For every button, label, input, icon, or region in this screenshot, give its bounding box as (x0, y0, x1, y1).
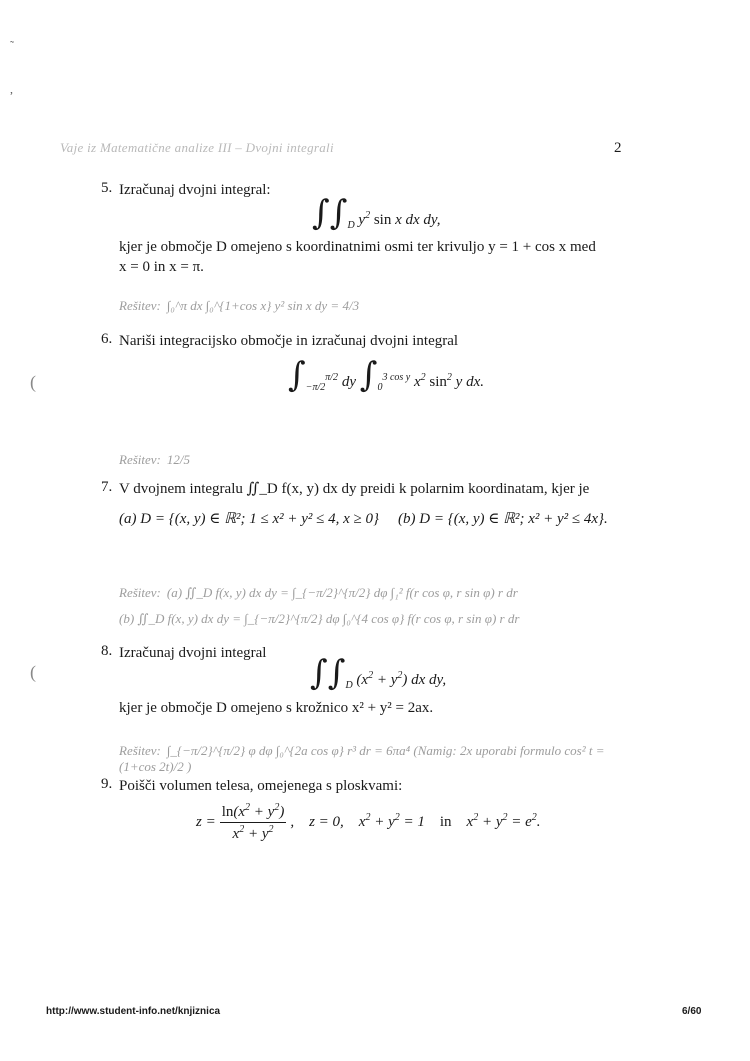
problem-number: 5. (101, 180, 113, 196)
footer-url: http://www.student-info.net/knjiznica (46, 1006, 221, 1017)
problem-formula: $\int\int_D$ $(x^2 + y^2)$ dx dy, (310, 653, 447, 693)
solution (119, 298, 359, 314)
problem-prompt: Izračunaj dvojni integral (119, 645, 267, 661)
solution-text: ∫_{−π/2}^{π/2} φ dφ ∫₀^{2a cos φ} r³ dr = 6πa⁴ (Namig: 2x uporabi formulo cos² t = (1+cos 2t)/2 ) (119, 743, 605, 774)
problem-text-line: x = 0 in x = π. (119, 259, 204, 275)
problem-prompt: Izračunaj dvojni integral: (119, 182, 271, 198)
part-a-domain: (a) D = {(x, y) ∈ ℝ²; 1 ≤ x² + y² ≤ 4, x ≥ 0} (119, 511, 380, 527)
problem-formula: $\int_{-\pi/2}^{\pi/2}$ dy $\int_0^{3 cos y}$ $x^2$ $\sin^2 y$ dx. (288, 355, 484, 395)
margin-speck: , (10, 82, 13, 96)
solution-label: Rešitev: (119, 743, 161, 758)
solution-label: Rešitev: (119, 298, 161, 313)
problem-prompt: Poišči volumen telesa, omejenega s ploskvami: (119, 778, 403, 794)
problem-number: 9. (101, 776, 113, 792)
margin-bracket: ( (30, 372, 36, 392)
part-b-domain: (b) D = {(x, y) ∈ ℝ²; x² + y² ≤ 4x}. (398, 511, 608, 527)
solution-label: Rešitev: (119, 452, 161, 467)
solution-text: ∫₀^π dx ∫₀^{1+cos x} y² sin x dy = 4/3 (166, 298, 360, 313)
problem-formula: z = $\frac{\ln(x^2 + y^2)}{x^2 + y^2}$ , z = 0, $x^2 + y^2 = 1$ in $x^2 + y^2 = e^2$. (196, 802, 541, 842)
page-number: 2 (614, 140, 622, 156)
problem-prompt: Nariši integracijsko območje in izračunaj dvojni integral (119, 333, 459, 349)
solution-label: Rešitev: (119, 585, 161, 600)
solution (119, 585, 639, 601)
margin-speck: ˜ (10, 38, 14, 52)
problem-text-line: kjer je območje D omejeno s krožnico x² + y² = 2ax. (119, 700, 434, 716)
problem-number: 6. (101, 331, 113, 347)
solution (119, 452, 190, 468)
problem-number: 8. (101, 643, 113, 659)
problem-text-line: kjer je območje D omejeno s koordinatnimi osmi ter krivuljo y = 1 + cos x med (119, 239, 596, 255)
solution-text: (a) ∬_D f(x, y) dx dy = ∫_{−π/2}^{π/2} dφ ∫₁² f(r cos φ, r sin φ) r dr (166, 585, 518, 600)
solution-text: (b) ∬_D f(x, y) dx dy = ∫_{−π/2}^{π/2} dφ ∫₀^{4 cos φ} f(r cos φ, r sin φ) r dr (119, 611, 520, 626)
margin-bracket: ( (30, 662, 36, 682)
problem-number: 7. (101, 479, 113, 495)
running-header: Vaje iz Matematične analize III – Dvojni integrali (60, 140, 334, 155)
footer-page-count: 6/60 (682, 1006, 702, 1017)
problem-formula: $\int\int_D$ $y^2$ sin x dx dy, (312, 193, 441, 233)
solution (119, 743, 639, 775)
problem-prompt: V dvojnem integralu ∬_D f(x, y) dx dy preidi k polarnim koordinatam, kjer je (119, 481, 590, 497)
solution-text: 12/5 (166, 452, 190, 467)
